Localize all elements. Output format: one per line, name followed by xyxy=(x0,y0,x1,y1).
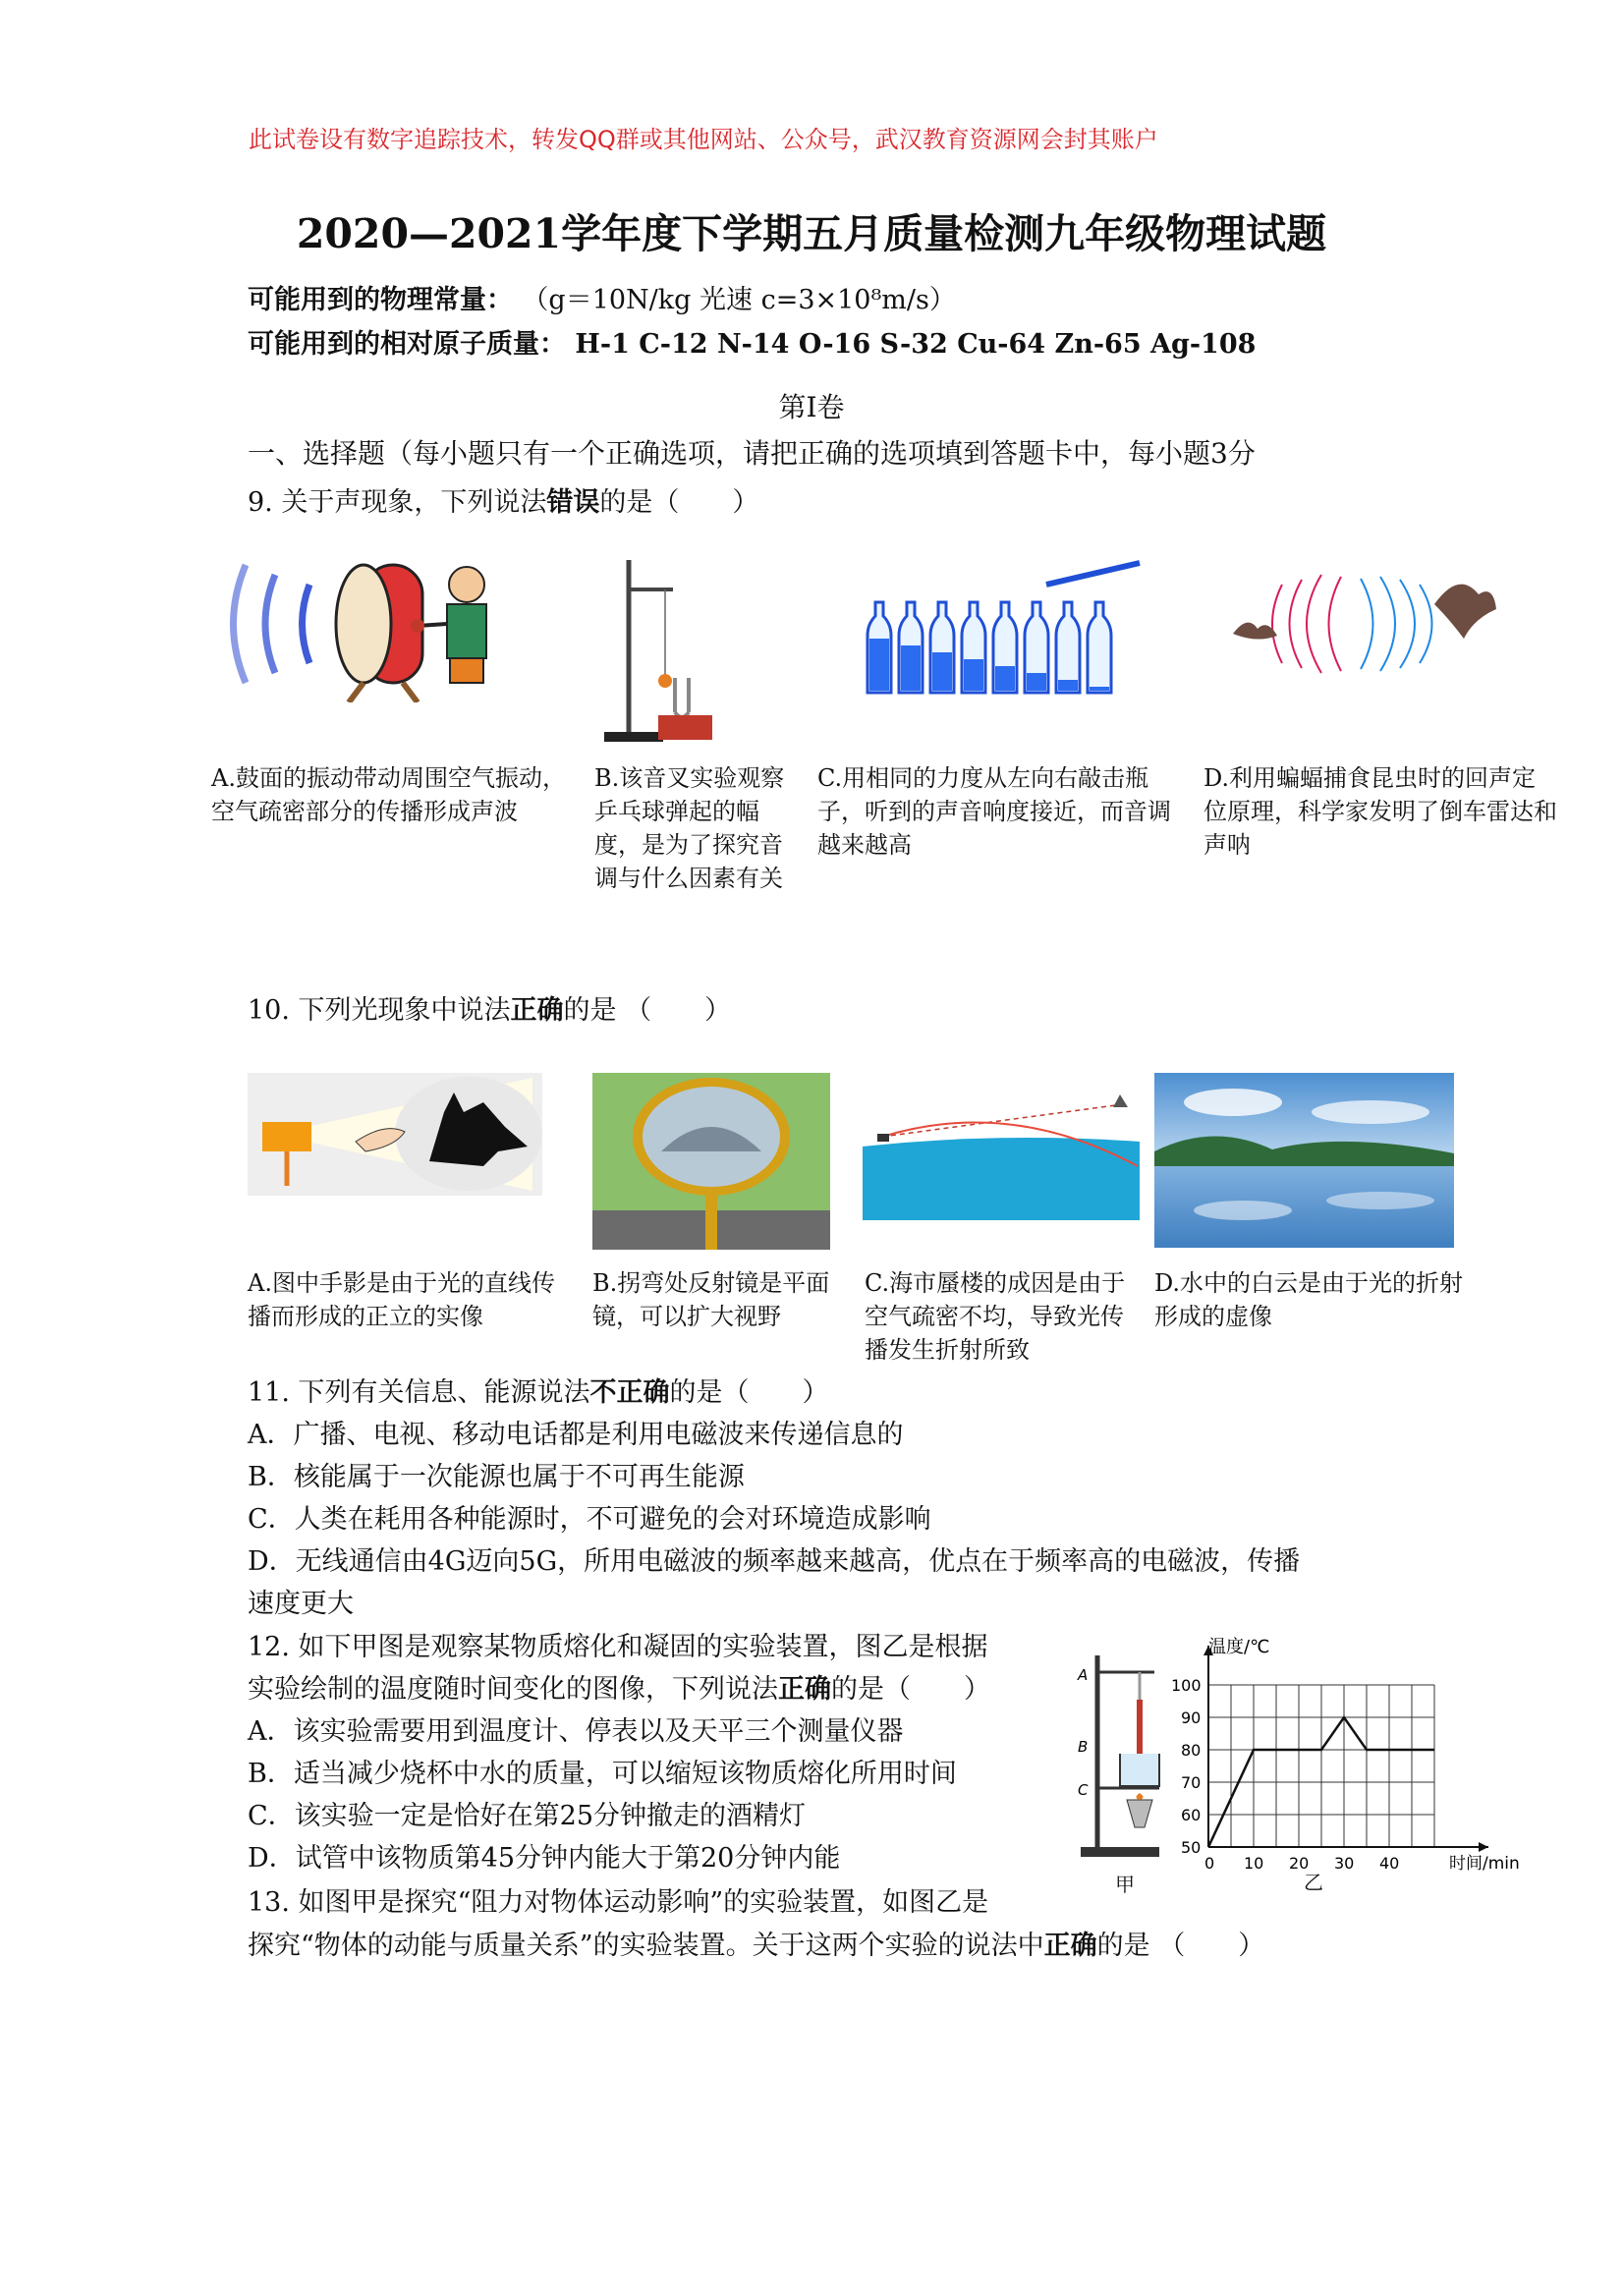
chart-grid xyxy=(1208,1685,1434,1847)
bottle-water xyxy=(964,659,983,691)
lake-clouds-picture xyxy=(1154,1073,1454,1248)
q12-option-b: B．适当减少烧杯中水的质量，可以缩短该物质熔化所用时间 xyxy=(248,1759,957,1789)
x-tick-label: 30 xyxy=(1334,1854,1355,1873)
q13-stem-text: 探究“物体的动能与质量关系”的实验装置。关于这两个实验的说法中 xyxy=(248,1931,1044,1961)
bottle-water xyxy=(1027,673,1046,691)
q12-option-d: D．试管中该物质第45分钟内能大于第20分钟内能 xyxy=(248,1843,841,1874)
graph-caption: 乙 xyxy=(1304,1871,1323,1894)
y-tick-label: 100 xyxy=(1171,1676,1202,1695)
x-tick-label: 20 xyxy=(1289,1854,1310,1873)
mirage-picture xyxy=(863,1092,1140,1220)
bat-echolocation-picture xyxy=(1223,565,1498,683)
copyright-notice: 此试卷设有数字追踪技术，转发QQ群或其他网站、公众号，武汉教育资源网会封其账户 xyxy=(249,126,1158,153)
q9-caption-a: A.鼓面的振动带动周围空气振动，空气疏密部分的传播形成声波 xyxy=(211,764,566,825)
temperature-time-chart xyxy=(1169,1631,1542,1896)
chart-ylabel: 温度/℃ xyxy=(1208,1637,1270,1657)
q12-stem-key: 正确 xyxy=(778,1674,831,1705)
q9-stem xyxy=(248,480,758,519)
x-tick-label: 10 xyxy=(1244,1854,1264,1873)
section-label: 第Ⅰ卷 xyxy=(778,391,845,423)
q10-stem-key: 正确 xyxy=(510,995,564,1026)
q11-option-b: B．核能属于一次能源也属于不可再生能源 xyxy=(248,1462,745,1492)
apparatus-caption: 甲 xyxy=(1115,1873,1135,1896)
q9-caption-c: C.用相同的力度从左向右敲击瓶子，听到的声音响度接近，而音调越来越高 xyxy=(817,764,1171,859)
q12-stem-end: 的是（ ） xyxy=(831,1674,990,1705)
q10-caption-a: A.图中手影是由于光的直线传播而形成的正立的实像 xyxy=(248,1269,555,1330)
constants-value: （g＝10N/kg 光速 c=3×10⁸m/s） xyxy=(522,285,956,315)
bottle xyxy=(1056,602,1080,693)
q9-caption-d: D.利用蝙蝠捕食昆虫时的回声定位原理，科学家发明了倒车雷达和声呐 xyxy=(1203,764,1557,859)
y-tick-label: 70 xyxy=(1181,1773,1202,1792)
q11-stem-end: 的是（ ） xyxy=(669,1377,829,1408)
part1-heading: 一、选择题（每小题只有一个正确选项，请把正确的选项填到答题卡中，每小题3分 xyxy=(248,437,1256,470)
constants-label: 可能用到的物理常量： xyxy=(248,285,513,315)
convex-mirror-picture xyxy=(592,1073,830,1250)
q10-stem-text: 10. 下列光现象中说法 xyxy=(248,995,511,1026)
q10-stem-end: 的是 （ ） xyxy=(563,995,732,1026)
q11-stem xyxy=(248,1371,829,1409)
q13-stem-key: 正确 xyxy=(1043,1931,1097,1961)
y-tick-label: 90 xyxy=(1181,1708,1202,1727)
bottle-water xyxy=(1090,687,1109,691)
q10-stem xyxy=(248,988,731,1027)
bottle-water xyxy=(1058,680,1078,691)
x-axis-arrow xyxy=(1479,1842,1488,1852)
q12-stem-line1: 12. 如下甲图是观察某物质熔化和凝固的实验装置，图乙是根据 xyxy=(248,1632,988,1662)
hand-shadow-picture xyxy=(248,1073,542,1196)
q11-option-a: A．广播、电视、移动电话都是利用电磁波来传递信息的 xyxy=(248,1420,904,1450)
x-tick-label: 0 xyxy=(1204,1854,1215,1873)
bottle-water xyxy=(932,652,952,691)
q11-option-c: C．人类在耗用各种能源时，不可避免的会对环境造成影响 xyxy=(248,1504,931,1535)
atomic-masses-label: 可能用到的相对原子质量： xyxy=(248,329,566,360)
drum-picture xyxy=(216,545,501,702)
q12-option-a: A．该实验需要用到温度计、停表以及天平三个测量仪器 xyxy=(248,1716,904,1747)
q13-stem-end: 的是 （ ） xyxy=(1096,1931,1265,1961)
q10-caption-c: C.海市蜃楼的成因是由于空气疏密不均，导致光传播发生折射所致 xyxy=(865,1269,1126,1364)
q11-option-d-cont: 速度更大 xyxy=(248,1589,354,1619)
y-tick-label: 80 xyxy=(1181,1741,1202,1760)
bottle-water xyxy=(869,639,889,691)
bottle xyxy=(1088,602,1111,693)
q11-option-d: D．无线通信由4G迈向5G，所用电磁波的频率越来越高，优点在于频率高的电磁波，传播 xyxy=(248,1546,1301,1577)
bottle-water xyxy=(995,666,1015,691)
q11-stem-text: 11. 下列有关信息、能源说法 xyxy=(248,1377,590,1408)
q9-caption-b: B.该音叉实验观察乒乓球弹起的幅度，是为了探究音调与什么因素有关 xyxy=(594,764,785,892)
q10-caption-b: B.拐弯处反射镜是平面镜，可以扩大视野 xyxy=(592,1269,830,1330)
q9-stem-text: 9. 关于声现象，下列说法 xyxy=(248,487,547,518)
x-tick-label: 40 xyxy=(1379,1854,1400,1873)
atomic-masses-value: H-1 C-12 N-14 O-16 S-32 Cu-64 Zn-65 Ag-108 xyxy=(575,329,1257,360)
chart-ticks xyxy=(1171,1676,1399,1873)
q13-stem-line1: 13. 如图甲是探究“阻力对物体运动影响”的实验装置，如图乙是 xyxy=(248,1887,989,1918)
q12-stem-text: 实验绘制的温度随时间变化的图像，下列说法 xyxy=(248,1674,778,1705)
q9-stem-key: 错误 xyxy=(546,487,600,518)
apparatus-label-c: C xyxy=(1078,1781,1089,1799)
q13-stem-line2 xyxy=(248,1924,1264,1962)
apparatus-label-b: B xyxy=(1078,1738,1089,1756)
bottle-water xyxy=(901,645,921,691)
y-tick-label: 50 xyxy=(1181,1838,1202,1857)
y-tick-label: 60 xyxy=(1181,1806,1202,1824)
q12-stem-line2 xyxy=(248,1667,990,1706)
apparatus-label-a: A xyxy=(1078,1666,1089,1684)
q9-stem-end: 的是（ ） xyxy=(599,487,759,518)
chart-axes xyxy=(1203,1646,1488,1852)
q12-option-c: C．该实验一定是恰好在第25分钟撤走的酒精灯 xyxy=(248,1801,807,1831)
tuning-fork-picture xyxy=(594,550,732,747)
physics-constants xyxy=(248,278,956,316)
melting-apparatus-picture xyxy=(1066,1651,1174,1886)
q10-caption-d: D.水中的白云是由于光的折射形成的虚像 xyxy=(1154,1269,1464,1330)
water-bottles-picture xyxy=(860,555,1154,702)
exam-title: 2020—2021学年度下学期五月质量检测九年级物理试题 xyxy=(296,210,1327,257)
q11-stem-key: 不正确 xyxy=(589,1377,670,1408)
chart-xlabel: 时间/min xyxy=(1449,1854,1520,1874)
atomic-masses xyxy=(248,322,1256,361)
